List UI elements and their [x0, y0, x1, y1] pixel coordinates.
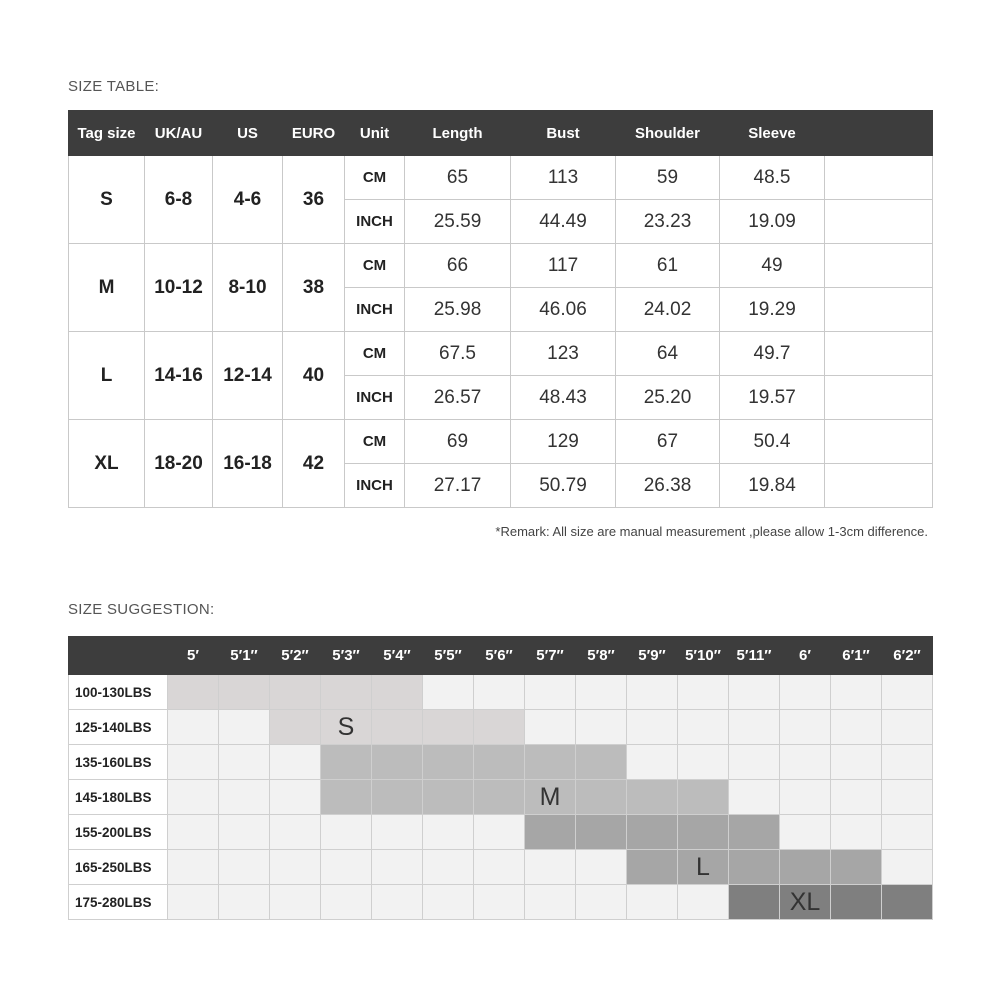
- grid-cell: [678, 675, 729, 710]
- grid-cell: [372, 815, 423, 850]
- height-header: 5′1″: [219, 637, 270, 675]
- shoulder-cell: 23.23: [616, 200, 720, 244]
- size-zone-cell: [474, 745, 525, 780]
- bust-cell: 44.49: [511, 200, 616, 244]
- unit-cell: INCH: [345, 200, 405, 244]
- grid-cell: [780, 710, 831, 745]
- unit-cell: INCH: [345, 288, 405, 332]
- size-zone-cell: [780, 850, 831, 885]
- remark-note: *Remark: All size are manual measurement ,please allow 1-3cm difference.: [495, 524, 928, 539]
- length-cell: 69: [405, 420, 511, 464]
- empty-cell: [825, 332, 933, 376]
- shoulder-cell: 26.38: [616, 464, 720, 508]
- height-header: 6′: [780, 637, 831, 675]
- size-zone-cell: [372, 710, 423, 745]
- grid-cell: [882, 675, 933, 710]
- tag-size-cell: XL: [69, 420, 145, 508]
- empty-cell: [825, 420, 933, 464]
- unit-cell: INCH: [345, 376, 405, 420]
- height-header-row: [69, 637, 933, 675]
- grid-cell: [372, 885, 423, 920]
- size-zone-cell: [627, 850, 678, 885]
- size-zone-cell: [576, 815, 627, 850]
- tag-size-cell: S: [69, 156, 145, 244]
- size-zone-cell: [576, 780, 627, 815]
- height-header: 5′6″: [474, 637, 525, 675]
- unit-cell: CM: [345, 332, 405, 376]
- grid-cell: [831, 675, 882, 710]
- size-zone-cell: [627, 780, 678, 815]
- grid-cell: [423, 815, 474, 850]
- height-header: 5′4″: [372, 637, 423, 675]
- size-zone-cell: [831, 885, 882, 920]
- shoulder-cell: 24.02: [616, 288, 720, 332]
- grid-cell: [270, 745, 321, 780]
- grid-cell: [525, 850, 576, 885]
- grid-cell: [474, 885, 525, 920]
- header-us: US: [213, 111, 283, 156]
- grid-cell: [882, 850, 933, 885]
- grid-cell: [168, 885, 219, 920]
- grid-cell: [627, 710, 678, 745]
- weight-label: 175-280LBS: [69, 885, 168, 920]
- euro-cell: 42: [283, 420, 345, 508]
- us-cell: 8-10: [213, 244, 283, 332]
- size-zone-cell: [780, 885, 831, 920]
- grid-cell: [882, 780, 933, 815]
- euro-cell: 36: [283, 156, 345, 244]
- grid-cell: [831, 815, 882, 850]
- header-euro: EURO: [283, 111, 345, 156]
- unit-cell: CM: [345, 420, 405, 464]
- length-cell: 26.57: [405, 376, 511, 420]
- sleeve-cell: 19.29: [720, 288, 825, 332]
- grid-cell: [168, 850, 219, 885]
- grid-cell: [321, 850, 372, 885]
- header-uk-au: UK/AU: [145, 111, 213, 156]
- shoulder-cell: 67: [616, 420, 720, 464]
- empty-cell: [825, 200, 933, 244]
- grid-cell: [729, 675, 780, 710]
- grid-cell: [321, 885, 372, 920]
- grid-cell: [168, 815, 219, 850]
- table-row: [69, 244, 933, 288]
- grid-cell: [474, 815, 525, 850]
- size-zone-cell: [372, 780, 423, 815]
- grid-cell: [168, 710, 219, 745]
- grid-cell: [882, 815, 933, 850]
- shoulder-cell: 61: [616, 244, 720, 288]
- grid-cell: [321, 815, 372, 850]
- size-zone-cell: [627, 815, 678, 850]
- length-cell: 66: [405, 244, 511, 288]
- size-zone-cell: [474, 780, 525, 815]
- empty-cell: [825, 156, 933, 200]
- size-table: [68, 110, 933, 508]
- grid-corner-cell: [69, 637, 168, 675]
- grid-cell: [219, 885, 270, 920]
- sleeve-cell: 49.7: [720, 332, 825, 376]
- size-zone-cell: [423, 710, 474, 745]
- table-row: [69, 332, 933, 376]
- weight-label: 155-200LBS: [69, 815, 168, 850]
- bust-cell: 113: [511, 156, 616, 200]
- length-cell: 25.98: [405, 288, 511, 332]
- size-zone-cell: [168, 675, 219, 710]
- height-header: 6′1″: [831, 637, 882, 675]
- grid-cell: [525, 710, 576, 745]
- size-zone-cell: [321, 780, 372, 815]
- grid-cell: [627, 885, 678, 920]
- size-zone-cell: [423, 780, 474, 815]
- height-header: 6′2″: [882, 637, 933, 675]
- grid-cell: [627, 745, 678, 780]
- size-zone-label: M: [539, 782, 561, 811]
- size-zone-cell: [831, 850, 882, 885]
- grid-cell: [576, 710, 627, 745]
- grid-cell: [423, 885, 474, 920]
- height-header: 5′5″: [423, 637, 474, 675]
- us-cell: 12-14: [213, 332, 283, 420]
- header-unit: Unit: [345, 111, 405, 156]
- empty-cell: [825, 288, 933, 332]
- unit-cell: CM: [345, 156, 405, 200]
- height-header: 5′: [168, 637, 219, 675]
- size-zone-cell: [270, 710, 321, 745]
- size-zone-cell: [474, 710, 525, 745]
- grid-cell: [831, 780, 882, 815]
- uk-au-cell: 10-12: [145, 244, 213, 332]
- grid-cell: [168, 780, 219, 815]
- size-table-title: SIZE TABLE:: [68, 78, 160, 95]
- size-suggestion-grid: [68, 636, 933, 920]
- table-row: [69, 675, 933, 710]
- grid-cell: [780, 815, 831, 850]
- height-header: 5′9″: [627, 637, 678, 675]
- height-header: 5′7″: [525, 637, 576, 675]
- size-zone-label: L: [696, 852, 710, 881]
- grid-cell: [423, 850, 474, 885]
- sleeve-cell: 50.4: [720, 420, 825, 464]
- table-row: [69, 815, 933, 850]
- shoulder-cell: 64: [616, 332, 720, 376]
- weight-label: 135-160LBS: [69, 745, 168, 780]
- unit-cell: CM: [345, 244, 405, 288]
- size-zone-cell: [882, 885, 933, 920]
- size-zone-cell: [321, 710, 372, 745]
- grid-cell: [627, 675, 678, 710]
- bust-cell: 117: [511, 244, 616, 288]
- weight-label: 125-140LBS: [69, 710, 168, 745]
- size-zone-cell: [525, 780, 576, 815]
- length-cell: 67.5: [405, 332, 511, 376]
- size-zone-cell: [270, 675, 321, 710]
- bust-cell: 123: [511, 332, 616, 376]
- empty-cell: [825, 464, 933, 508]
- euro-cell: 38: [283, 244, 345, 332]
- length-cell: 65: [405, 156, 511, 200]
- size-table-header-row: [69, 111, 933, 156]
- uk-au-cell: 18-20: [145, 420, 213, 508]
- header-shoulder: Shoulder: [616, 111, 720, 156]
- grid-cell: [219, 745, 270, 780]
- height-header: 5′10″: [678, 637, 729, 675]
- height-header: 5′11″: [729, 637, 780, 675]
- grid-cell: [219, 710, 270, 745]
- grid-cell: [678, 885, 729, 920]
- grid-cell: [831, 710, 882, 745]
- size-zone-cell: [372, 675, 423, 710]
- us-cell: 4-6: [213, 156, 283, 244]
- grid-cell: [576, 885, 627, 920]
- sleeve-cell: 48.5: [720, 156, 825, 200]
- size-zone-label: S: [337, 712, 355, 741]
- grid-cell: [882, 745, 933, 780]
- us-cell: 16-18: [213, 420, 283, 508]
- size-zone-cell: [729, 850, 780, 885]
- uk-au-cell: 14-16: [145, 332, 213, 420]
- header-length: Length: [405, 111, 511, 156]
- table-row: [69, 156, 933, 200]
- bust-cell: 48.43: [511, 376, 616, 420]
- grid-cell: [576, 850, 627, 885]
- table-row: [69, 745, 933, 780]
- size-zone-cell: [576, 745, 627, 780]
- uk-au-cell: 6-8: [145, 156, 213, 244]
- height-header: 5′8″: [576, 637, 627, 675]
- grid-cell: [525, 675, 576, 710]
- grid-cell: [780, 745, 831, 780]
- grid-cell: [270, 885, 321, 920]
- size-zone-cell: [729, 885, 780, 920]
- header-tag-size: Tag size: [69, 111, 145, 156]
- height-header: 5′2″: [270, 637, 321, 675]
- empty-cell: [825, 244, 933, 288]
- grid-cell: [168, 745, 219, 780]
- grid-cell: [780, 780, 831, 815]
- grid-cell: [525, 885, 576, 920]
- grid-cell: [219, 850, 270, 885]
- length-cell: 27.17: [405, 464, 511, 508]
- size-zone-cell: [678, 850, 729, 885]
- sleeve-cell: 19.84: [720, 464, 825, 508]
- bust-cell: 46.06: [511, 288, 616, 332]
- grid-cell: [576, 675, 627, 710]
- size-zone-cell: [525, 815, 576, 850]
- length-cell: 25.59: [405, 200, 511, 244]
- table-row: [69, 850, 933, 885]
- grid-cell: [474, 675, 525, 710]
- size-zone-cell: [678, 815, 729, 850]
- table-row: [69, 420, 933, 464]
- table-row: [69, 710, 933, 745]
- size-zone-cell: [423, 745, 474, 780]
- grid-cell: [678, 710, 729, 745]
- grid-cell: [882, 710, 933, 745]
- weight-label: 145-180LBS: [69, 780, 168, 815]
- sleeve-cell: 49: [720, 244, 825, 288]
- grid-cell: [474, 850, 525, 885]
- header-bust: Bust: [511, 111, 616, 156]
- shoulder-cell: 59: [616, 156, 720, 200]
- grid-cell: [219, 780, 270, 815]
- size-zone-cell: [321, 745, 372, 780]
- height-header: 5′3″: [321, 637, 372, 675]
- grid-cell: [219, 815, 270, 850]
- bust-cell: 129: [511, 420, 616, 464]
- sleeve-cell: 19.57: [720, 376, 825, 420]
- size-zone-cell: [678, 780, 729, 815]
- weight-label: 165-250LBS: [69, 850, 168, 885]
- size-zone-label: XL: [789, 887, 821, 916]
- size-zone-cell: [321, 675, 372, 710]
- empty-cell: [825, 376, 933, 420]
- weight-label: 100-130LBS: [69, 675, 168, 710]
- grid-cell: [831, 745, 882, 780]
- grid-cell: [729, 745, 780, 780]
- table-row: [69, 780, 933, 815]
- grid-cell: [678, 745, 729, 780]
- grid-cell: [729, 710, 780, 745]
- grid-cell: [729, 780, 780, 815]
- header-sleeve: Sleeve: [720, 111, 825, 156]
- grid-cell: [423, 675, 474, 710]
- header-empty: [825, 111, 933, 156]
- table-row: [69, 885, 933, 920]
- grid-cell: [270, 780, 321, 815]
- grid-cell: [270, 815, 321, 850]
- tag-size-cell: L: [69, 332, 145, 420]
- shoulder-cell: 25.20: [616, 376, 720, 420]
- bust-cell: 50.79: [511, 464, 616, 508]
- tag-size-cell: M: [69, 244, 145, 332]
- unit-cell: INCH: [345, 464, 405, 508]
- grid-cell: [372, 850, 423, 885]
- grid-cell: [270, 850, 321, 885]
- size-suggestion-title: SIZE SUGGESTION:: [68, 601, 215, 618]
- size-zone-cell: [372, 745, 423, 780]
- euro-cell: 40: [283, 332, 345, 420]
- size-zone-cell: [729, 815, 780, 850]
- size-zone-cell: [219, 675, 270, 710]
- sleeve-cell: 19.09: [720, 200, 825, 244]
- size-zone-cell: [525, 745, 576, 780]
- grid-cell: [780, 675, 831, 710]
